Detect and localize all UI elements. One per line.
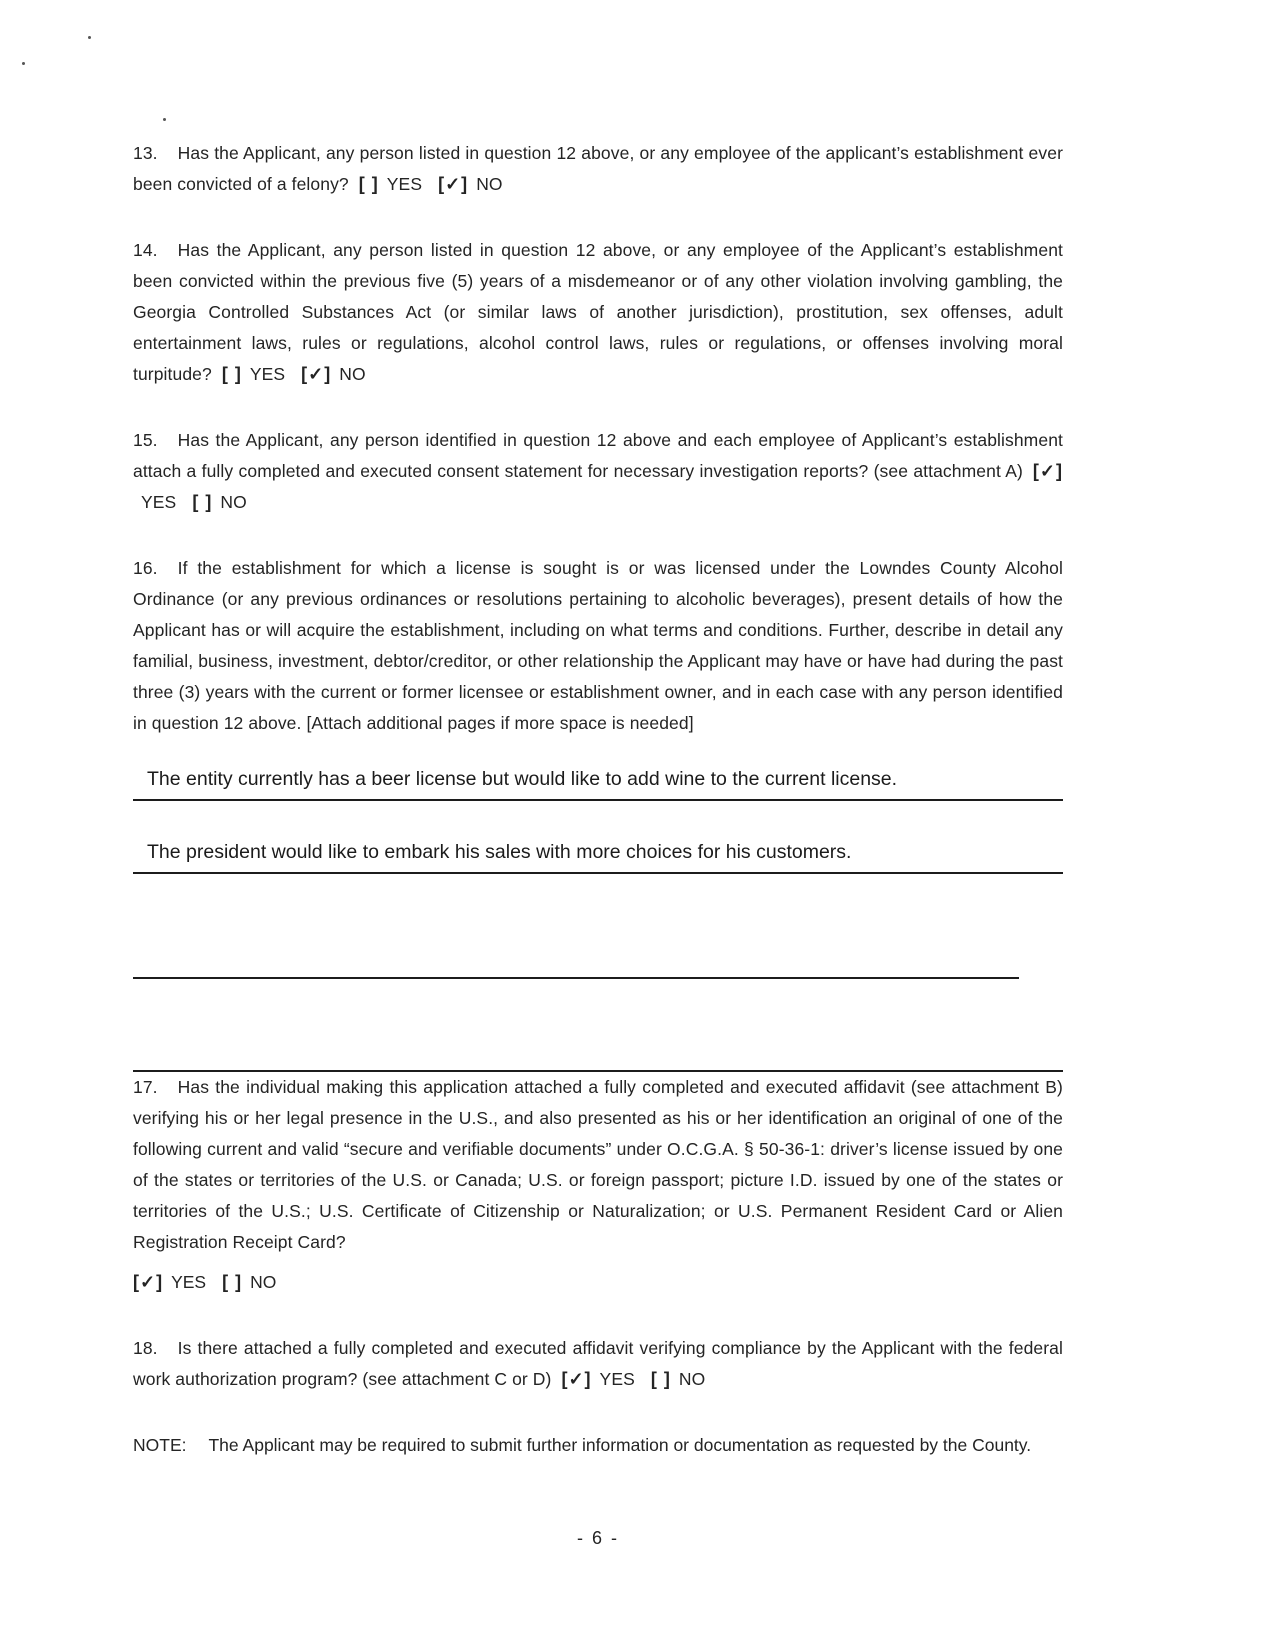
question-16-text: If the establishment for which a license is sought is or was licensed under the Lowndes County Alcohol Ordinance (or any previous ordinances or resolutions pertaining to alcoholic beverages), present details of how the Applicant has or will acquire the establishment, including on what terms and conditions. Further, describe in detail any familial, business, investment, debtor/creditor, or other relationship the Applicant may have or have had during the past three (3) years with the current or former licensee or establishment owner, and in each case with any person identified in question 12 above. [Attach additional pages if more space is needed]	[133, 558, 1063, 733]
question-17-choices	[133, 1267, 1063, 1298]
question-18-yes-checkbox[interactable]: [✓]	[561, 1369, 592, 1389]
question-13-no-checkbox[interactable]: [✓]	[438, 174, 469, 194]
question-17-no-label: NO	[250, 1272, 277, 1292]
question-17-number: 17.	[133, 1077, 158, 1097]
question-14-yes-label: YES	[249, 364, 286, 384]
question-17-no-checkbox[interactable]: [ ]	[222, 1272, 243, 1292]
question-15-no-checkbox[interactable]: [ ]	[192, 492, 213, 512]
note-text: The Applicant may be required to submit further information or documentation as requested by the County.	[208, 1435, 1032, 1455]
question-16-answer-area	[133, 766, 1063, 1072]
question-15-yes-checkbox[interactable]: [✓]	[1032, 461, 1063, 481]
page-content	[133, 138, 1063, 1461]
question-14	[133, 235, 1063, 390]
question-14-no-checkbox[interactable]: [✓]	[301, 364, 332, 384]
question-14-yes-checkbox[interactable]: [ ]	[221, 364, 242, 384]
question-14-text: Has the Applicant, any person listed in question 12 above, or any employee of the Applicant’s establishment been convicted within the previous five (5) years of a misdemeanor or of any other violation involving gambling, the Georgia Controlled Substances Act (or similar laws of another jurisdiction), prostitution, sex offenses, adult entertainment laws, rules or regulations, alcohol control laws, rules or regulations, or offenses involving moral turpitude?	[133, 240, 1063, 384]
question-17-yes-checkbox[interactable]: [✓]	[133, 1272, 164, 1292]
question-15-yes-label: YES	[141, 492, 177, 512]
q16-answer-text-1: The entity currently has a beer license but would like to add wine to the current license.	[147, 768, 898, 790]
scan-speck	[22, 62, 25, 65]
q16-answer-line-3[interactable]	[133, 946, 1019, 979]
q16-answer-line-1[interactable]	[133, 766, 1063, 801]
question-18-number: 18.	[133, 1338, 158, 1358]
question-17-text: Has the individual making this application attached a fully completed and executed affidavit (see attachment B) verifying his or her legal presence in the U.S., and also presented as his or her identification an original of one of the following current and valid “secure and verifiable documents” under O.C.G.A. § 50-36-1: driver’s license issued by one of the states or territories of the U.S. or Canada; U.S. or foreign passport; picture I.D. issued by one of the states or territories of the U.S.; U.S. Certificate of Citizenship or Naturalization; or U.S. Permanent Resident Card or Alien Registration Receipt Card?	[133, 1077, 1063, 1252]
question-13	[133, 138, 1063, 200]
q16-answer-line-4[interactable]	[133, 1039, 1063, 1072]
question-18	[133, 1333, 1063, 1395]
question-15	[133, 425, 1063, 518]
question-13-no-label: NO	[476, 174, 503, 194]
question-15-text: Has the Applicant, any person identified in question 12 above and each employee of Applicant’s establishment attach a fully completed and executed consent statement for necessary investigation reports? (see attachment A)	[133, 430, 1063, 481]
q16-answer-text-2: The president would like to embark his sales with more choices for his customers.	[147, 841, 852, 863]
question-17	[133, 1072, 1063, 1258]
q16-answer-line-2[interactable]	[133, 839, 1063, 874]
question-18-no-checkbox[interactable]: [ ]	[650, 1369, 671, 1389]
page-number: - 6 -	[576, 1528, 619, 1548]
question-18-text: Is there attached a fully completed and executed affidavit verifying compliance by the Applicant with the federal work authorization program? (see attachment C or D)	[133, 1338, 1063, 1389]
question-15-number: 15.	[133, 430, 158, 450]
question-17-yes-label: YES	[171, 1272, 207, 1292]
question-16	[133, 553, 1063, 739]
question-14-number: 14.	[133, 240, 158, 260]
scan-speck	[163, 118, 166, 121]
question-13-yes-label: YES	[386, 174, 423, 194]
question-14-no-label: NO	[339, 364, 366, 384]
question-16-number: 16.	[133, 558, 158, 578]
question-15-no-label: NO	[220, 492, 247, 512]
note-label: NOTE:	[133, 1435, 187, 1455]
note-paragraph	[133, 1430, 1063, 1461]
scan-speck	[88, 36, 91, 39]
question-13-number: 13.	[133, 143, 158, 163]
question-13-yes-checkbox[interactable]: [ ]	[358, 174, 379, 194]
question-18-yes-label: YES	[599, 1369, 635, 1389]
question-18-no-label: NO	[678, 1369, 706, 1389]
question-13-text: Has the Applicant, any person listed in question 12 above, or any employee of the applicant’s establishment ever been convicted of a felony?	[133, 143, 1063, 194]
